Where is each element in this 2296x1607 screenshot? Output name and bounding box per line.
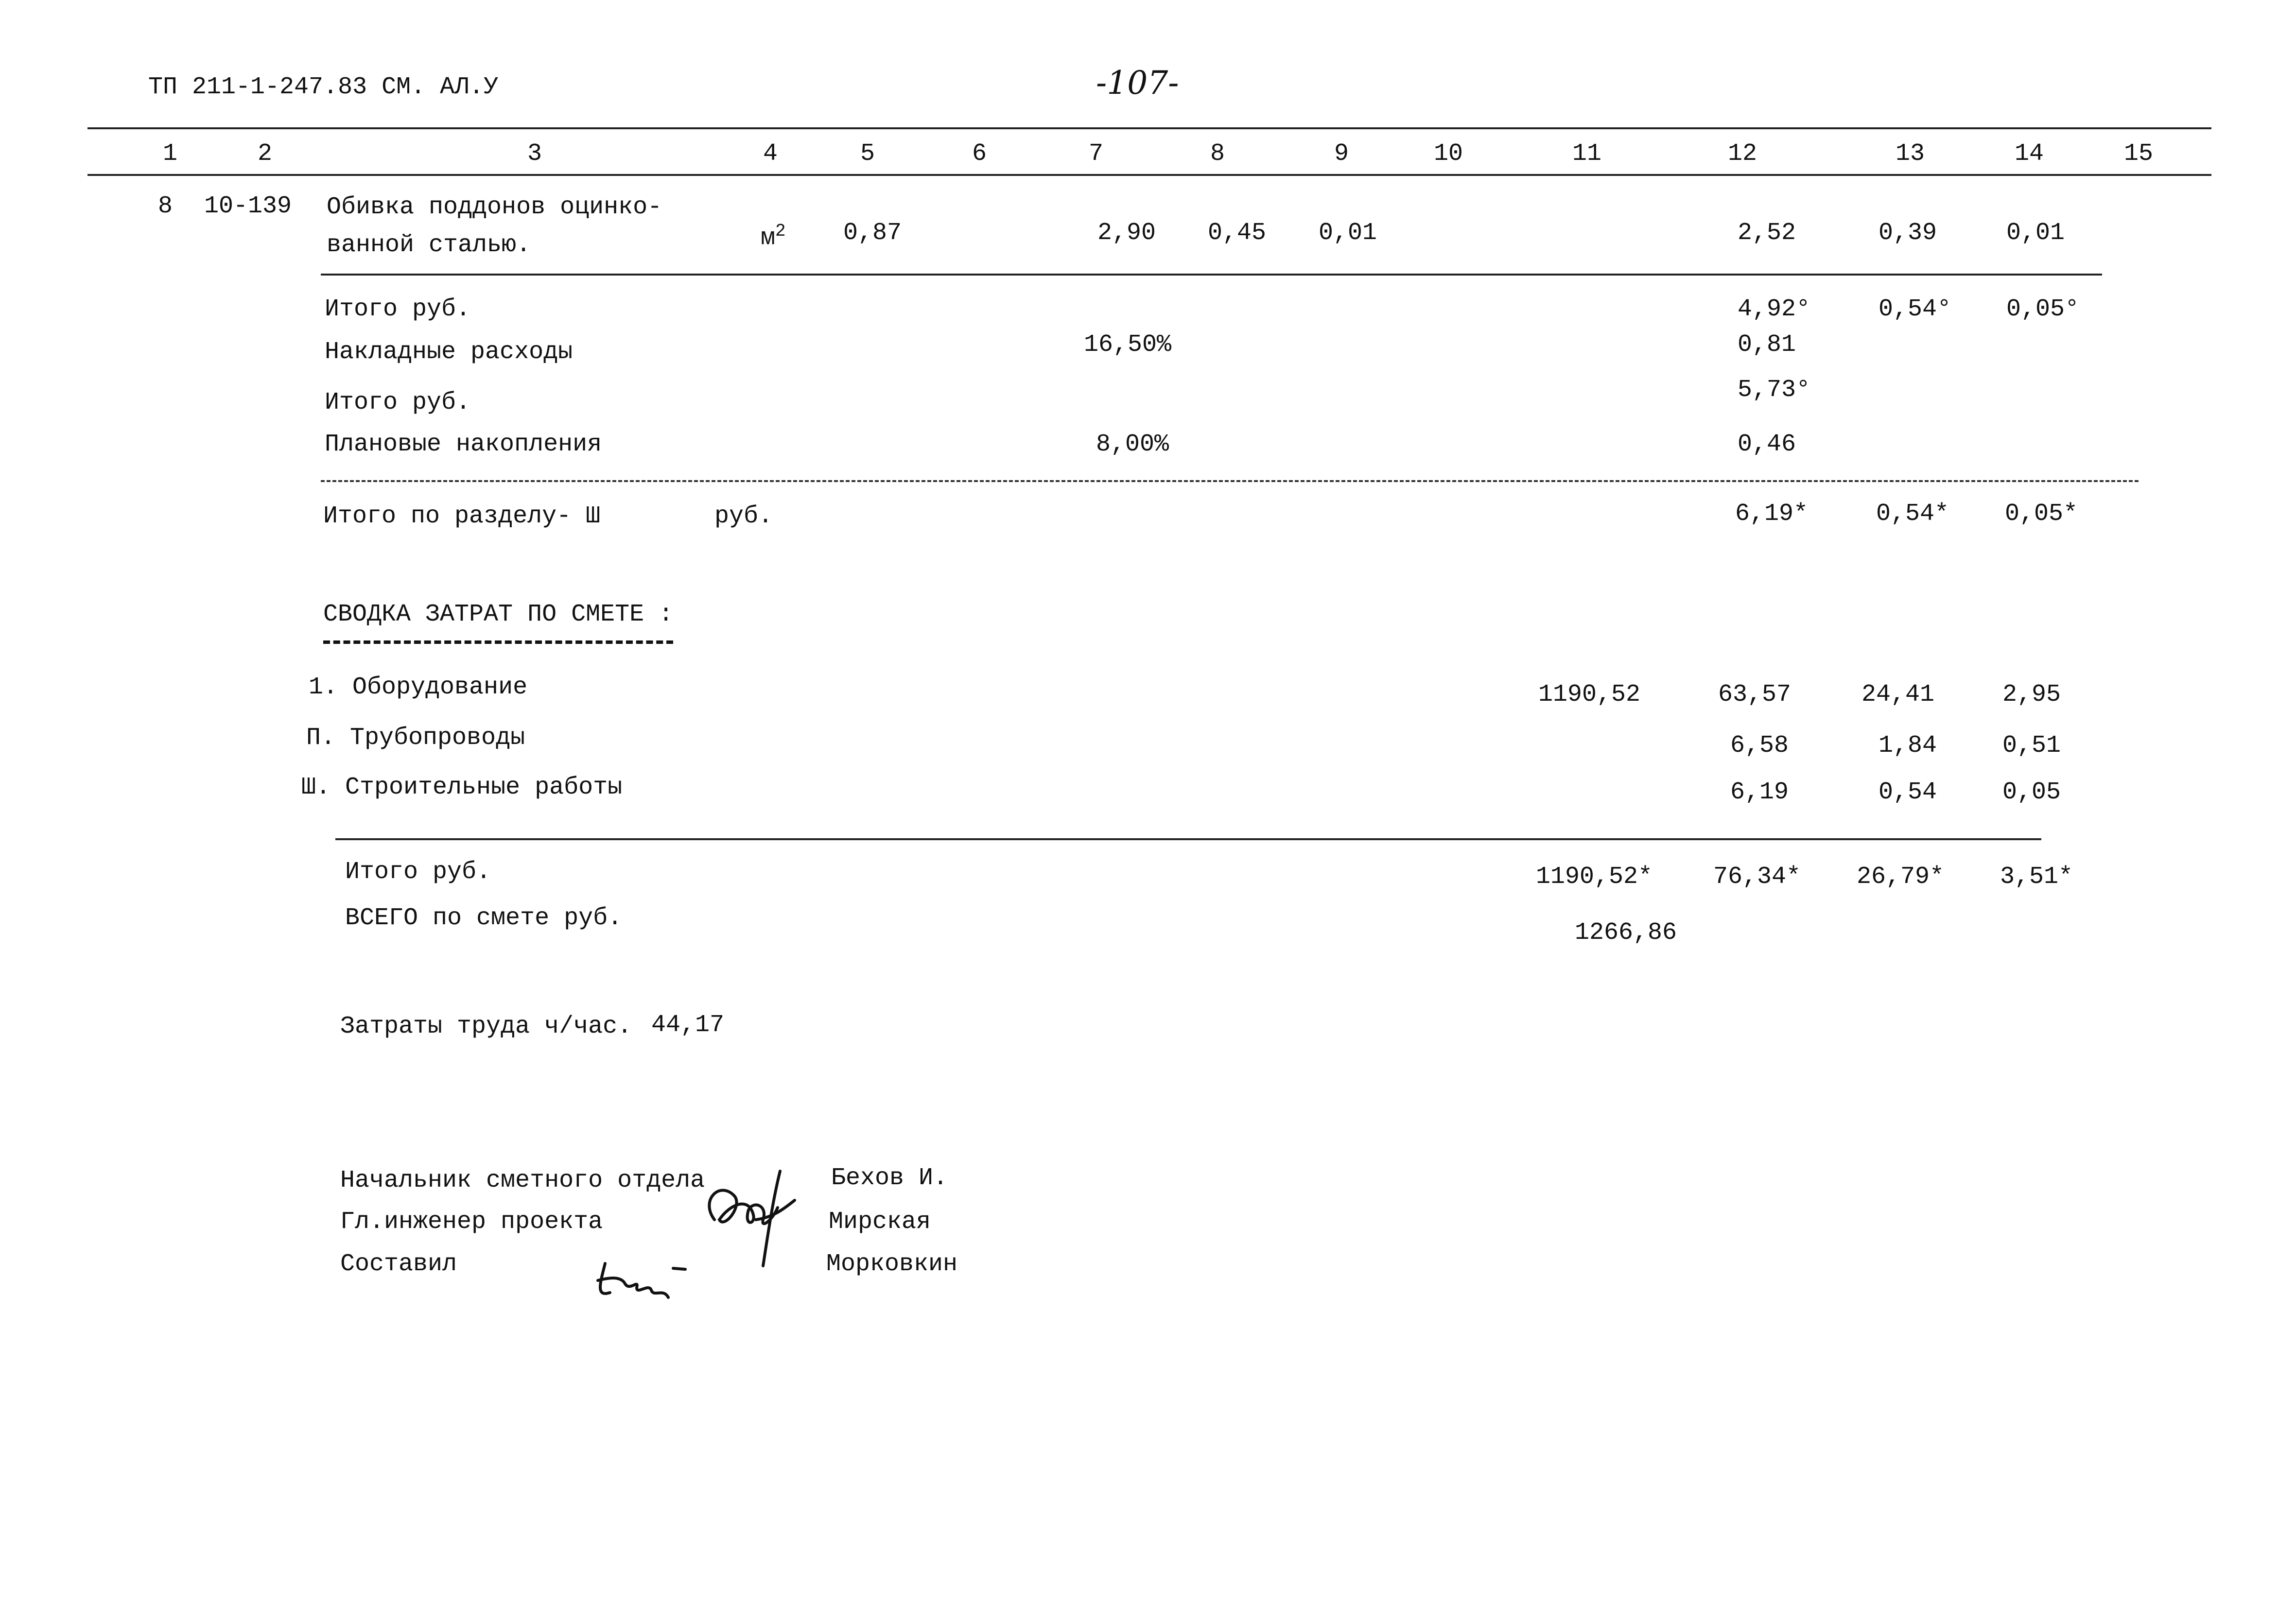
subtotal-col12: 0,81 [1738, 331, 1796, 359]
labor-value: 44,17 [651, 1011, 725, 1039]
subtotal-col13: 0,54° [1879, 295, 1952, 323]
summary-title: СВОДКА ЗАТРАТ ПО СМЕТЕ : [323, 601, 674, 628]
column-header: 11 [1572, 140, 1601, 168]
column-header: 3 [527, 140, 542, 168]
signature-role: Начальник сметного отдела [340, 1167, 705, 1194]
item-col14: 0,01 [2006, 219, 2065, 247]
section-total-col13: 0,54* [1876, 500, 1949, 528]
summary-col12: 63,57 [1718, 681, 1792, 708]
signature-role: Гл.инженер проекта [340, 1208, 603, 1236]
item-number: 8 [158, 192, 173, 220]
subtotal-col7: 16,50% [1084, 331, 1172, 359]
item-col7: 2,90 [1097, 219, 1156, 247]
column-header: 4 [763, 140, 778, 168]
handwritten-signature [591, 1254, 693, 1307]
summary-col14: 0,51 [2002, 732, 2061, 760]
subtotal-label: Итого руб. [325, 389, 471, 416]
item-code: 10-139 [204, 192, 292, 220]
grand-total-label: ВСЕГО по смете руб. [345, 904, 623, 932]
signature-name: Мирская [829, 1208, 931, 1236]
grand-total-value: 1266,86 [1575, 919, 1677, 947]
table-top-rule [87, 127, 2211, 129]
section-separator [321, 480, 2139, 482]
column-header: 6 [972, 140, 987, 168]
column-header: 14 [2014, 140, 2044, 168]
summary-col12: 6,58 [1730, 732, 1789, 760]
section-total-col12: 6,19* [1735, 500, 1809, 528]
item-col5: 0,87 [843, 219, 902, 247]
table-header-rule [87, 174, 2211, 176]
summary-label: 1. Оборудование [309, 674, 528, 701]
summary-total-col11: 1190,52* [1536, 863, 1653, 891]
summary-col14: 2,95 [2002, 681, 2061, 708]
summary-label: П. Трубопроводы [306, 724, 525, 752]
column-header: 12 [1727, 140, 1757, 168]
summary-total-col14: 3,51* [2000, 863, 2073, 891]
document-code: ТП 211-1-247.83 СМ. АЛ.У [148, 73, 499, 101]
subtotal-col12: 4,92° [1738, 295, 1811, 323]
summary-total-col12: 76,34* [1713, 863, 1801, 891]
item-col9: 0,01 [1319, 219, 1377, 247]
signature-role: Составил [340, 1250, 457, 1278]
column-header: 13 [1895, 140, 1925, 168]
item-unit: $м^2$ [761, 221, 786, 252]
item-col8: 0,45 [1208, 219, 1267, 247]
column-header: 2 [257, 140, 272, 168]
column-header: 7 [1088, 140, 1103, 168]
section-total-col14: 0,05* [2005, 500, 2078, 528]
item-col12: 2,52 [1738, 219, 1796, 247]
item-description: Обивка поддонов оцинко- [327, 193, 662, 221]
summary-col12: 6,19 [1730, 778, 1789, 806]
section-total-unit: руб. [714, 502, 773, 530]
subtotal-label: Накладные расходы [325, 338, 573, 366]
summary-separator [335, 838, 2041, 840]
summary-total-col13: 26,79* [1857, 863, 1945, 891]
subtotal-col12: 5,73° [1738, 376, 1811, 404]
section-total-label: Итого по разделу- Ш [323, 502, 601, 530]
page-number: -107- [1096, 64, 1179, 102]
column-header: 8 [1210, 140, 1225, 168]
column-header: 5 [860, 140, 875, 168]
signature-name: Морковкин [826, 1250, 958, 1278]
signature-name: Бехов И. [831, 1164, 948, 1192]
column-header: 15 [2123, 140, 2153, 168]
labor-label: Затраты труда ч/час. [340, 1013, 632, 1040]
item-col13: 0,39 [1879, 219, 1937, 247]
summary-col13: 0,54 [1879, 778, 1937, 806]
summary-col13: 24,41 [1861, 681, 1935, 708]
summary-label: Ш. Строительные работы [301, 774, 623, 801]
summary-total-label: Итого руб. [345, 858, 491, 886]
column-header: 9 [1334, 140, 1349, 168]
summary-col13: 1,84 [1879, 732, 1937, 760]
item-description: ванной сталью. [327, 231, 531, 259]
subtotal-col14: 0,05° [2006, 295, 2080, 323]
row-separator [321, 274, 2102, 276]
column-header: 1 [162, 140, 177, 168]
column-header: 10 [1433, 140, 1463, 168]
subtotal-label: Итого руб. [325, 295, 471, 323]
summary-title-underline [323, 640, 673, 644]
subtotal-col12: 0,46 [1738, 431, 1796, 458]
summary-col14: 0,05 [2002, 778, 2061, 806]
subtotal-col7: 8,00% [1096, 431, 1169, 458]
handwritten-signature [695, 1161, 807, 1273]
summary-col11: 1190,52 [1538, 681, 1641, 708]
subtotal-label: Плановые накопления [325, 431, 602, 458]
